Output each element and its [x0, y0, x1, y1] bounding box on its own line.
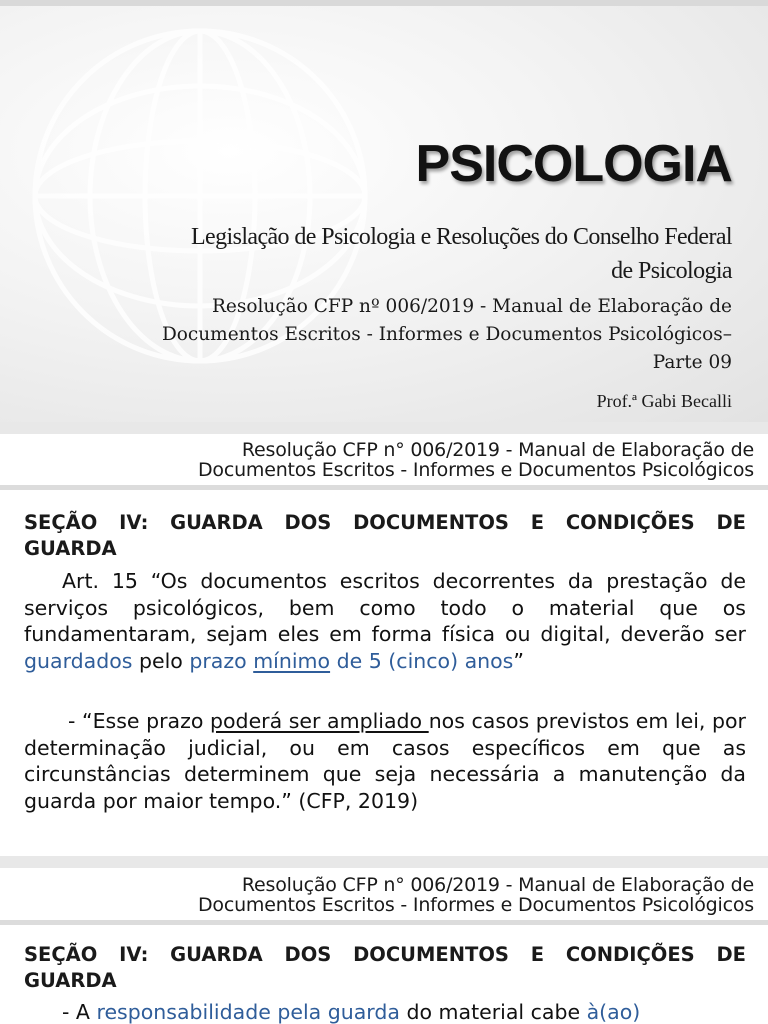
slide-header: [54, 875, 754, 915]
slide-header: [54, 440, 754, 480]
content-slide: [0, 868, 768, 1024]
resolution-line: Parte 09: [652, 352, 732, 373]
resolution-subtitle: [42, 293, 732, 377]
section-title: SEÇÃO IV: GUARDA DOS DOCUMENTOS E CONDIÇÕES DE GUARDA: [24, 943, 746, 992]
responsibility-paragraph: [24, 999, 746, 1024]
title-slide: [0, 0, 768, 422]
article-text: Art. 15 “Os documentos escritos decorrentes da prestação de serviços psicológicos, bem como todo o material que os fundamentaram, sejam eles em forma física ou digital, deverão ser: [24, 569, 746, 646]
subtitle: [32, 220, 732, 288]
subtitle-line: Legislação de Psicologia e Resoluções do Conselho Federal: [191, 224, 732, 250]
underlined-phrase: poderá ser ampliado: [210, 709, 429, 733]
slide-separator: [0, 856, 768, 868]
header-line: Documentos Escritos - Informes e Documentos Psicológicos: [197, 894, 754, 916]
highlight-guardados: guardados: [24, 648, 133, 673]
quote-paragraph: [24, 708, 746, 814]
main-title: PSICOLOGIA: [415, 135, 732, 193]
slide-separator: [0, 422, 768, 434]
resolution-line: Documentos Escritos - Informes e Documentos Psicológicos–: [161, 324, 732, 345]
header-line: Resolução CFP n° 006/2019 - Manual de Elaboração de: [241, 439, 754, 461]
header-line: Resolução CFP n° 006/2019 - Manual de Elaboração de: [241, 874, 754, 896]
content-slide: [0, 434, 768, 856]
article-text: pelo: [132, 648, 190, 673]
highlight-aao: à(ao): [586, 1000, 641, 1024]
header-divider: [0, 920, 768, 925]
header-line: Documentos Escritos - Informes e Documentos Psicológicos: [197, 459, 754, 481]
header-divider: [0, 485, 768, 490]
highlight-prazo: prazo: [189, 648, 247, 673]
paragraph-text: do material cabe: [399, 1000, 587, 1024]
resolution-line: Resolução CFP nº 006/2019 - Manual de Elaboração de: [211, 296, 732, 317]
article-15-paragraph: [24, 568, 746, 674]
highlight-responsabilidade: responsabilidade pela guarda: [96, 1000, 400, 1024]
subtitle-line: de Psicologia: [611, 258, 732, 284]
article-text: ”: [513, 648, 524, 673]
quote-text: nos casos previstos em lei, por determinação judicial, ou em casos específicos em que as circunstâncias determinem que seja necessária a manutenção da guarda por maior tempo.” (CFP, 2019): [24, 709, 746, 813]
author-name: Prof.ª Gabi Becalli: [596, 391, 732, 411]
highlight-cinco-anos: de 5 (cinco) anos: [330, 648, 514, 673]
highlight-minimo: mínimo: [253, 648, 331, 673]
paragraph-text: - A: [62, 1000, 97, 1024]
quote-text: - “Esse prazo: [68, 709, 210, 733]
section-title: SEÇÃO IV: GUARDA DOS DOCUMENTOS E CONDIÇÕES DE GUARDA: [24, 511, 746, 560]
